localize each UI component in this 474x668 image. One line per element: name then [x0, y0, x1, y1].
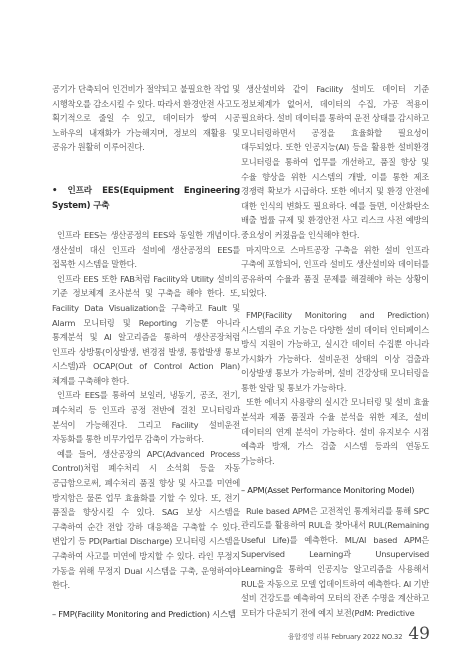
body-paragraph: 예를 들어, 생산공장의 APC(Advanced Process Control)처럼 폐수처리 시 소석회 등을 자동 공급함으로써, 폐수처리 품질 향상 및 사고를 미연에 방지함은 물론 업무 효율화를 기할 수 있다. 또, 전기 품질을 향상시킬 수 있다. SAG 보상 시스템을 구축하여 순간 전압 강하 대응책을 구축할 수 있다. 변압기 등 PD(Partial Discharge) 모니터링 시스템을 구축하여 사고를 미연에 방지할 수 있다. 라인 무정지 가동을 위해 무정지 Dual 시스템을 구축, 운영하여야 한다.	[52, 448, 240, 591]
body-paragraph: 마지막으로 스마트공장 구축을 위한 설비 인프라 구축에 포함되어, 인프라 설비도 생산설비와 데이터를 공유하여 수율과 품질 문제를 해결해야 하는 상황이 되었다.	[241, 244, 429, 299]
right-column	[241, 82, 429, 620]
body-paragraph: 생산설비와 같이 Facility 설비도 데이터 기준 정보체계가 없어서, 데이터의 수집, 가공 적용이 필요하다. 설비 데이터를 통하여 운전 상태를 감시하고 모니터링하면서 공정을 효율화할 필요성이 대두되었다. 또한 인공지능(AI) 등을 활용한 설비환경 모니터링을 통하여 업무를 개선하고, 품질 향상 및 수율 향상을 위한 시스템의 개발, 이를 통한 제조 경쟁력 확보가 시급하다. 또한 에너지 및 환경 안전에 대한 인식의 변화도 필요하다. 예를 들면, 이산화탄소 배출 법률 규제 및 환경안전 사고 리스크 사전 예방의 중요성이 커졌음을 인식해야 한다.	[241, 84, 429, 240]
body-paragraph: 인프라 EES 또한 FAB처럼 Facility와 Utility 설비의 기준 정보체계 조사분석 및 구축을 해야 한다. 또, Facility Data Visualization을 구축하고 Fault 및 Alarm 모니터링 및 Reporting 기능뿐 아니라 통계분석 및 AI 알고리즘을 통하여 생산공장처럼 인프라 상방통(이상발생, 변경점 발생, 통합발생 통보 시스템)과 OCAP(Out of Control Action Plan) 체계를 구축해야 한다.	[52, 273, 240, 386]
body-paragraph: 또한 에너지 사용량의 실시간 모니터링 및 설비 효율 분석과 제품 품질과 수율 분석을 위한 제조, 설비 데이터의 연계 분석이 가능하다. 설비 유지보수 시점 예측과 방재, 가스 검출 시스템 등과의 연동도 가능하다.	[241, 397, 429, 466]
subheading-apm: – APM(Asset Performance Monitoring Model)	[241, 485, 415, 496]
intro-paragraph: 공기가 단축되어 인건비가 절약되고 불필요한 작업 및 시행착오를 감소시킬 수 있다. 따라서 환경안전 사고도 획기적으로 줄일 수 있고, 데이터가 쌓여 시공 노하우의 내재화가 가능해지며, 정보의 재활용 및 공유가 원활히 이루어진다.	[52, 84, 240, 153]
body-paragraph: 인프라 EES를 통하여 보일러, 냉동기, 공조, 전기, 폐수처리 등 인프라 공정 전반에 걸친 모니터링과 분석이 가능해진다. 그리고 Facility 설비운전 자동화를 통한 비무가업무 감축이 가능하다.	[52, 390, 240, 445]
subheading-fmp: – FMP(Facility Monitoring and Prediction) 시스템	[52, 609, 236, 620]
body-paragraph: FMP(Facility Monitoring and Prediction) 시스템의 주요 기능은 다양한 설비 데이터 인터페이스 방식 지원이 가능하고, 실시간 데이터 수집뿐 아니라 가시화가 가능하다. 설비운전 상태의 이상 검출과 이상발생 통보가 가능하며, 설비 건강상태 모니터링을 통한 알람 및 통보가 가능하다.	[241, 309, 429, 393]
body-paragraph: Rule based APM은 고전적인 통계처리를 통해 SPC 관리도를 활용하여 RUL을 찾아내서 RUL(Remaining Useful Life)를 예측한다. ML/AI based APM은 Supervised Learning과 Unsupervised Learning을 통하여 인공지능 알고리즘을 사용해서 RUL을 자동으로 모델 업데이트하여 예측한다. AI 기반 설비 건강도를 예측하여 모터의 잔존 수명을 계산하고 모터가 다운되기 전에 예지 보전(PdM: Predictive	[241, 505, 429, 618]
left-column	[52, 82, 240, 622]
magazine-issue: 융합경영 리뷰 February 2022 NO.32	[287, 633, 403, 641]
section-heading-infra-ees: • 인프라 EES(Equipment Engineering System) 구축	[52, 186, 240, 211]
page-number: 49	[408, 624, 430, 644]
page-footer	[288, 624, 430, 644]
body-paragraph: 인프라 EES는 생산공정의 EES와 동일한 개념이다. 생산설비 대신 인프라 설비에 생산공정의 EES를 접목한 시스템을 말한다.	[52, 229, 240, 270]
